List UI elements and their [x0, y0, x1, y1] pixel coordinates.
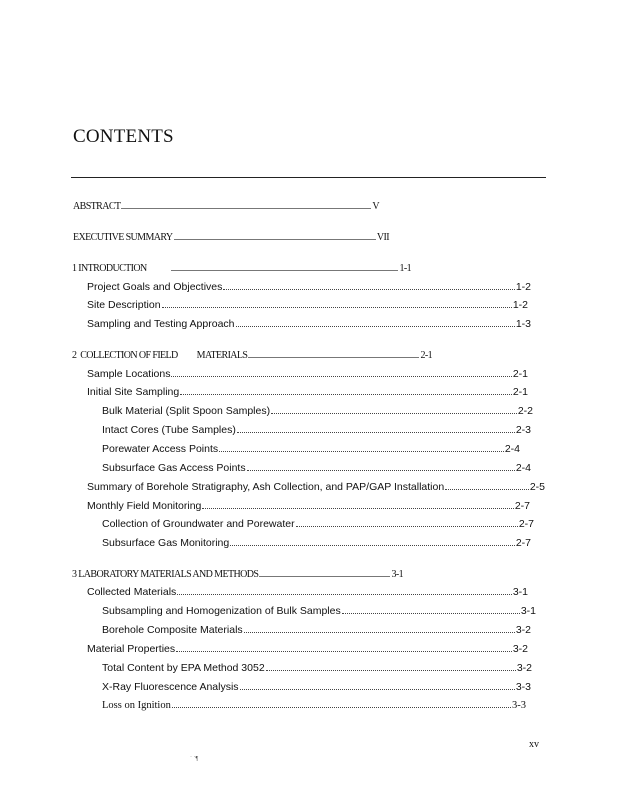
- toc-label: ABSTRACT: [73, 201, 121, 212]
- toc-entry-total-content-epa[interactable]: [102, 658, 532, 674]
- toc-page: V: [372, 201, 379, 212]
- toc-label: Total Content by EPA Method 3052: [102, 662, 265, 674]
- toc-page: VII: [376, 232, 389, 243]
- toc-page: 2-5: [529, 481, 545, 493]
- toc-entry-porewater-access[interactable]: [102, 439, 520, 455]
- toc-label: Loss on Ignition: [102, 700, 171, 711]
- toc-label: 2 COLLECTION OF FIELD MATERIALS: [72, 350, 248, 361]
- toc-entry-project-goals[interactable]: [87, 277, 531, 293]
- toc-label: Bulk Material (Split Spoon Samples): [102, 405, 271, 417]
- toc-label: Material Properties: [87, 643, 176, 655]
- toc-entry-abstract[interactable]: [73, 196, 379, 212]
- toc-entry-collected-materials[interactable]: [87, 582, 528, 598]
- toc-entry-subsurface-gas-monitoring[interactable]: [102, 533, 531, 549]
- toc-page: 3-1: [512, 586, 528, 598]
- toc-page: 2-3: [515, 424, 531, 436]
- toc-leader: [247, 470, 515, 471]
- toc-label: 1 INTRODUCTION: [72, 263, 147, 274]
- toc-page: 2-2: [517, 405, 533, 417]
- toc-leader: [271, 413, 517, 414]
- toc-entry-borehole-stratigraphy[interactable]: [87, 477, 545, 493]
- toc-leader: [121, 208, 371, 209]
- toc-page: 2-4: [504, 443, 520, 455]
- toc-entry-bulk-material[interactable]: [102, 401, 533, 417]
- toc-leader: [174, 239, 376, 240]
- toc-page: 3-1: [520, 605, 536, 617]
- toc-page: 2-1: [420, 350, 432, 361]
- toc-page: 3-2: [515, 624, 531, 636]
- page-title: CONTENTS: [73, 126, 174, 147]
- toc-label: Intact Cores (Tube Samples): [102, 424, 236, 436]
- toc-entry-material-properties[interactable]: [87, 639, 528, 655]
- toc-entry-introduction[interactable]: [72, 258, 411, 274]
- toc-leader: [244, 632, 515, 633]
- toc-label: Subsurface Gas Access Points: [102, 462, 246, 474]
- toc-label: Collected Materials: [87, 586, 177, 598]
- toc-page: 3-1: [391, 569, 403, 580]
- toc-leader: [162, 307, 512, 308]
- toc-entry-initial-site-sampling[interactable]: [87, 382, 528, 398]
- toc-entry-monthly-field-monitoring[interactable]: [87, 496, 530, 512]
- toc-page: 2-7: [515, 537, 531, 549]
- toc-page: 1-3: [515, 318, 531, 330]
- toc-leader: [259, 576, 390, 577]
- toc-label: EXECUTIVE SUMMARY: [73, 232, 173, 243]
- toc-leader: [236, 326, 515, 327]
- toc-page: 1-2: [515, 281, 531, 293]
- toc-page: 2-7: [518, 518, 534, 530]
- toc-leader: [342, 613, 520, 614]
- toc-entry-xray-fluorescence[interactable]: [102, 677, 531, 693]
- toc-label: 3 LABORATORY MATERIALS AND METHODS: [72, 569, 259, 580]
- toc-leader: [266, 670, 516, 671]
- toc-page: 1-2: [512, 299, 528, 311]
- toc-page: 2-4: [515, 462, 531, 474]
- toc-leader: [177, 594, 512, 595]
- toc-entry-site-description[interactable]: [87, 295, 528, 311]
- footer-page-number: xv: [529, 739, 539, 750]
- toc-leader: [219, 451, 504, 452]
- toc-leader: [296, 526, 518, 527]
- toc-leader: [237, 432, 515, 433]
- toc-entry-groundwater-porewater[interactable]: [102, 514, 534, 530]
- toc-label: Porewater Access Points: [102, 443, 219, 455]
- toc-entry-loss-on-ignition[interactable]: [102, 695, 526, 711]
- toc-page: 3-3: [512, 700, 526, 711]
- toc-leader: [445, 489, 529, 490]
- toc-leader: [248, 357, 419, 358]
- toc-leader: [240, 689, 515, 690]
- toc-entry-borehole-composite[interactable]: [102, 620, 531, 636]
- toc-entry-laboratory-materials[interactable]: [72, 564, 403, 580]
- toc-label: Borehole Composite Materials: [102, 624, 243, 636]
- toc-page: 2-1: [512, 368, 528, 380]
- toc-entry-sampling-testing[interactable]: [87, 314, 531, 330]
- toc-label: Collection of Groundwater and Porewater: [102, 518, 295, 530]
- toc-label: Subsampling and Homogenization of Bulk Samples: [102, 605, 341, 617]
- toc-entry-subsampling-homogenization[interactable]: [102, 601, 536, 617]
- toc-entry-subsurface-gas-access[interactable]: [102, 458, 531, 474]
- toc-leader: [180, 394, 512, 395]
- toc-label: Project Goals and Objectives: [87, 281, 223, 293]
- toc-entry-executive-summary[interactable]: [73, 227, 389, 243]
- toc-label: Sample Locations: [87, 368, 171, 380]
- toc-label: Sampling and Testing Approach: [87, 318, 235, 330]
- toc-label: X-Ray Fluorescence Analysis: [102, 681, 239, 693]
- toc-page: 1-1: [399, 263, 411, 274]
- toc-page: 3-2: [516, 662, 532, 674]
- toc-leader: [223, 289, 514, 290]
- toc-leader: [171, 270, 398, 271]
- toc-entry-intact-cores[interactable]: [102, 420, 531, 436]
- toc-entry-sample-locations[interactable]: [87, 364, 528, 380]
- toc-page: 3-2: [512, 643, 528, 655]
- toc-page: 2-1: [512, 386, 528, 398]
- toc-label: Site Description: [87, 299, 161, 311]
- toc-label: Monthly Field Monitoring: [87, 500, 202, 512]
- toc-entry-collection-field-materials[interactable]: [72, 345, 432, 361]
- footer-mark: ˙ ˙¶: [190, 756, 199, 762]
- toc-leader: [172, 707, 511, 708]
- toc-leader: [202, 508, 513, 509]
- toc-leader: [171, 376, 511, 377]
- toc-page: 3-3: [515, 681, 531, 693]
- toc-leader: [176, 651, 512, 652]
- toc-label: Initial Site Sampling: [87, 386, 180, 398]
- title-rule: [71, 177, 546, 178]
- toc-label: Summary of Borehole Stratigraphy, Ash Collection, and PAP/GAP Installation: [87, 481, 445, 493]
- toc-label: Subsurface Gas Monitoring: [102, 537, 230, 549]
- toc-page: 2-7: [514, 500, 530, 512]
- toc-leader: [230, 545, 515, 546]
